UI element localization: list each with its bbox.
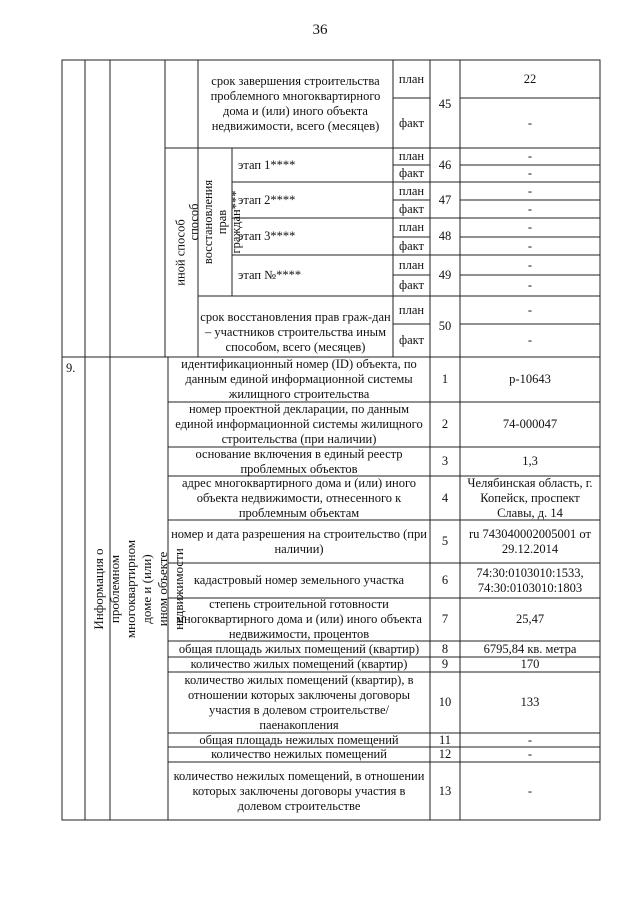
- stage-2-plan-label: план: [398, 183, 425, 198]
- info-row-3-number: 3: [441, 454, 449, 468]
- info-row-6-number: 6: [441, 573, 449, 587]
- info-row-5-label: номер и дата разрешения на строительство (при наличии): [171, 526, 427, 556]
- info-row-12-label: количество нежилых помещений: [211, 747, 387, 761]
- row-45-fact-label: факт: [398, 115, 425, 130]
- restoration-method-label: способ восстановления прав граждан***: [187, 179, 243, 265]
- info-row-13-value: -: [527, 783, 533, 798]
- stage-n-fact-value: -: [527, 278, 533, 292]
- info-row-1-value: р-10643: [509, 372, 551, 386]
- info-row-8-label: общая площадь жилых помещений (квартир): [178, 641, 420, 656]
- stage-n-fact-label: факт: [398, 278, 425, 292]
- info-row-5-value: ru 743040002005001 от 29.12.2014: [469, 526, 591, 556]
- info-row-6-label: кадастровый номер земельного участка: [193, 573, 405, 587]
- other-method-label: иной способ: [174, 219, 188, 286]
- info-row-13-label: количество нежилых помещений, в отношении которых заключены договоры участия в долевом строительстве: [173, 768, 425, 813]
- section-number: 9.: [66, 360, 76, 375]
- stage-1-number: 46: [438, 157, 452, 172]
- row-50-number: 50: [438, 319, 452, 333]
- info-row-10-number: 10: [438, 695, 452, 709]
- info-row-2-value: 74-000047: [502, 417, 558, 431]
- info-row-6-value: 74:30:0103010:1533, 74:30:0103010:1803: [476, 565, 584, 595]
- row-45-number: 45: [438, 96, 452, 111]
- info-row-3-value: 1,3: [522, 454, 538, 468]
- info-row-11-value: -: [527, 732, 533, 747]
- stage-2-number: 47: [438, 192, 452, 207]
- stage-3-label: этап 3****: [238, 229, 296, 243]
- stage-3-number: 48: [438, 229, 452, 243]
- row-45-fact-value: -: [527, 115, 533, 130]
- page-number: 36: [312, 22, 328, 38]
- info-row-9-value: 170: [520, 657, 540, 671]
- info-row-9-label: количество жилых помещений (квартир): [190, 657, 408, 671]
- section-title: Информация о проблемном многоквартирном доме и (или) ином объекте недвижимости: [91, 539, 186, 638]
- stage-2-label: этап 2****: [238, 192, 296, 207]
- stage-1-label: этап 1****: [238, 157, 296, 172]
- stage-3-fact-value: -: [527, 238, 533, 253]
- info-row-1-label: идентификационный номер (ID) объекта, по данным единой информационной системы жилищного строительства: [181, 357, 417, 401]
- stage-n-plan-label: план: [398, 257, 425, 272]
- info-row-10-value: 133: [520, 695, 540, 709]
- stage-3-plan-value: -: [527, 220, 533, 234]
- info-row-12-number: 12: [438, 747, 452, 761]
- info-row-4-value: Челябинская область, г. Копейск, проспект Славы, д. 14: [467, 475, 593, 520]
- info-row-13-number: 13: [438, 783, 452, 798]
- info-row-2-label: номер проектной декларации, по данным единой информационной системы жилищного строительства (при наличии): [175, 402, 423, 446]
- stage-n-label: этап №****: [238, 268, 302, 282]
- info-row-1-number: 1: [441, 372, 449, 386]
- info-row-4-label: адрес многоквартирного дома и (или) иного объекта недвижимости, отнесенного к проблемным объектам: [181, 475, 417, 520]
- stage-3-plan-label: план: [398, 220, 425, 234]
- row-50-plan-label: план: [398, 302, 425, 317]
- info-row-9-number: 9: [441, 657, 449, 671]
- info-row-11-number: 11: [438, 732, 452, 747]
- stage-2-fact-value: -: [527, 201, 533, 216]
- stage-2-fact-label: факт: [398, 201, 425, 216]
- stage-1-fact-label: факт: [398, 166, 425, 180]
- info-row-3-label: основание включения в единый реестр проблемных объектов: [195, 446, 403, 476]
- info-row-11-label: общая площадь нежилых помещений: [199, 732, 399, 747]
- stage-1-plan-label: план: [398, 149, 425, 163]
- info-row-10-label: количество жилых помещений (квартир), в отношении которых заключены договоры участия в долевом строительстве/паенакопления: [184, 672, 414, 732]
- stage-3-fact-label: факт: [398, 238, 425, 253]
- info-row-5-number: 5: [441, 534, 449, 548]
- info-row-7-label: степень строительной готовности многоквартирного дома и (или) иного объекта недвижимости, процентов: [176, 597, 422, 641]
- row-45-plan-value: 22: [523, 71, 537, 86]
- stage-2-plan-value: -: [527, 183, 533, 198]
- info-row-4-number: 4: [441, 490, 449, 505]
- stage-1-fact-value: -: [527, 166, 533, 180]
- row-50-fact-value: -: [527, 333, 533, 347]
- info-row-7-value: 25,47: [515, 612, 545, 626]
- row-50-fact-label: факт: [398, 333, 425, 347]
- info-row-2-number: 2: [441, 417, 449, 431]
- row-45-plan-label: план: [398, 71, 425, 86]
- row-50-label: срок восстановления прав граж-дан – участников строительства иным способом, всего (месяцев): [200, 310, 391, 354]
- stage-n-number: 49: [438, 268, 452, 282]
- stage-n-plan-value: -: [527, 257, 533, 272]
- row-50-plan-value: -: [527, 302, 533, 317]
- info-row-8-value: 6795,84 кв. метра: [483, 641, 577, 656]
- row-45-label: срок завершения строительства проблемного многоквартирного дома и (или) иного объекта недвижимости, всего (месяцев): [210, 74, 381, 133]
- stage-1-plan-value: -: [527, 149, 533, 163]
- info-row-8-number: 8: [441, 641, 449, 656]
- info-row-7-number: 7: [441, 612, 449, 626]
- info-row-12-value: -: [527, 747, 533, 761]
